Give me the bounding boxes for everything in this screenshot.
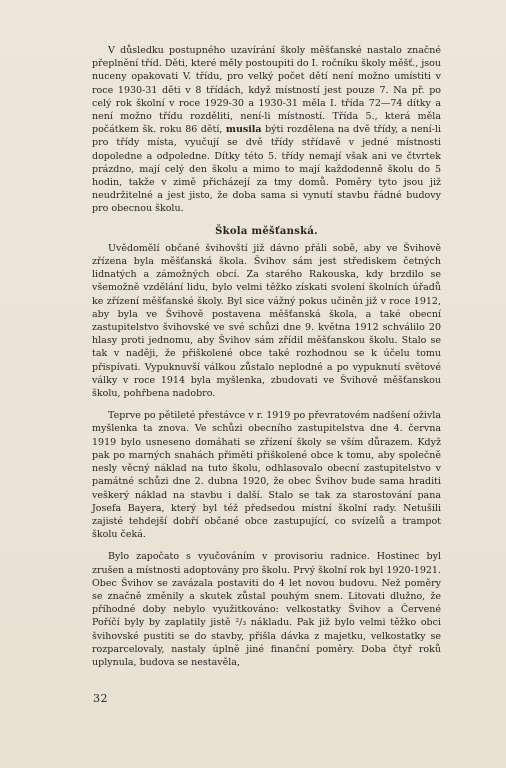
paragraph-1: Uvědomělí občané švihovští již dávno přáli sobě, aby ve Švihově zřízena byla měšťanská škola. Švihov sám jest střediskem četných lidnatých a zámožných obcí. Za starého Rakouska, kdy brzdilo se všemožně vzdělání lidu, bylo velmi těžko získati svolení školních úřadů ke zřízení měšťanské školy. Byl sice vážný pokus učiněn již v roce 1912, aby byla ve Švihově postavena měšťanská škola, a také obecní zastupitelstvo švihovské ve své schůzi dne 9. května 1912 schválilo 20 hlasy proti jednomu, aby Švihov sám zřídil měšťanskou školu. Stalo se tak v naději, že přiškolené obce také rozhodnou se k účelu tomu přispívati. Vypuknuvší válkou zůstalo neplodné a po vypuknutí světové války v roce 1914 byla myšlenka, zbudovati ve Švihově měšťanskou školu, pohřbena nadobro. [92, 242, 441, 400]
paragraph-overcrowding-part2: býti rozdělena na dvě třídy, a není-li pro třídy místa, vyučují se dvě třídy střídavě v jedné místnosti dopoledne a odpoledne. Dítky této 5. třídy nemají však ani ve čtvrtek prázdno, mají celý den školu a mimo to mají každodenně školu do 5 hodin, takže v zimě přicházejí za tmy domů. Poměry tyto jsou již neudržitelné a jest jisto, že doba sama si vynutí stavbu řádné budovy pro obecnou školu. [92, 124, 442, 215]
paragraph-2: Teprve po pětileté přestávce v r. 1919 po převratovém nadšení oživla myšlenka ta znova. Ve schůzi obecního zastupitelstva dne 4. června 1919 bylo usneseno domáhati se zřízení školy se vším důrazem. Když pak po marných snahách přiměti přiškolené obce k tomu, aby společně nesly věcný náklad na tuto školu, odhlasovalo obecní zastupitelstvo v památné schůzi dne 2. dubna 1920, že obec Švihov bude sama hraditi veškerý náklad na stavbu i další. Stalo se tak za starostování pana Josefa Bayera, který byl též předsedou místní školní rady. Netušili zajisté tehdejší dobří občané obce zastupující, co svízelů a trampot školu čeká. [92, 410, 441, 541]
paragraph-overcrowding-part1: V důsledku postupného uzavírání školy měšťanské nastalo značné přeplnění tříd. Děti, které měly postoupiti do I. ročníku školy měšť., jsou nuceny opakovati V. třídu, pro velký počet dětí není možno umístiti v roce 1930-31 děti v 8 třídách, když místností jest pouze 7. Na př. po celý rok školní v roce 1929-30 a 1930-31 měla I. třída 72—74 dítky a není možno třídu rozděliti, není-li místností. Třída 5., která měla počátkem šk. roku 86 dětí, [92, 45, 441, 136]
paragraph-overcrowding [92, 44, 441, 216]
paragraph-3: Bylo započato s vyučováním v provisoriu radnice. Hostinec byl zrušen a místnosti adoptovány pro školu. Prvý školní rok byl 1920-1921. Obec Švihov se zavázala postaviti do 4 let novou budovu. Než poměry se značně změnily a skutek zůstal pouhým snem. Litovati dlužno, že příhodné doby nebylo využitkováno: velkostatky Švihov a Červené Poříčí byly by zaplatily jistě ²/₃ nákladu. Pak již bylo velmi těžko obci švihovské pustiti se do stavby, přišla dávka z majetku, velkostatky se rozparcelovaly, nastaly úplně jiné finanční poměry. Doba čtyř roků uplynula, budova se nestavěla, [92, 551, 441, 668]
page-number: 32 [93, 692, 108, 705]
section-heading: Škola měšťanská. [215, 225, 318, 237]
body-text [92, 44, 441, 669]
emphasized-word: musila [225, 124, 262, 136]
